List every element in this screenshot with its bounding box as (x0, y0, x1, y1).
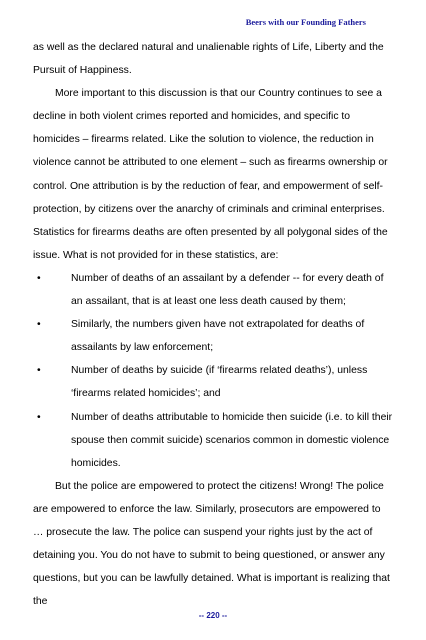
paragraph-continuation: as well as the declared natural and unalienable rights of Life, Liberty and the Pursuit of Happiness. (33, 42, 384, 77)
bullet-item (33, 267, 393, 313)
page-body (33, 36, 393, 613)
bullet-list (33, 267, 393, 475)
bullet-item (33, 406, 393, 475)
page-number: -- 220 -- (198, 611, 228, 620)
bullet-text: Number of deaths by suicide (if ‘firearms related deaths’), unless ‘firearms related homicides’; and (71, 365, 368, 400)
bullet-text: Number of deaths attributable to homicide then suicide (i.e. to kill their spouse then commit suicide) scenarios common in domestic violence homicides. (71, 411, 393, 469)
bullet-text: Similarly, the numbers given have not extrapolated for deaths of assailants by law enforcement; (71, 319, 365, 354)
bullet-text: Number of deaths of an assailant by a defender -- for every death of an assailant, that is at least one less death caused by them; (71, 272, 384, 308)
bullet-item (33, 313, 393, 359)
running-header: Beers with our Founding Fathers (245, 17, 366, 27)
bullet-item (33, 359, 393, 405)
bullet-icon: • (37, 411, 41, 423)
paragraph-police: But the police are empowered to protect the citizens! Wrong! The police are empowered to enforce the law. Similarly, prosecutors are empowered to … prosecute the law. The police can suspend your rights just by the act of detaining you. You do not have to submit to being questioned, or answer any questions, but you can be lawfully detained. What is important is realizing that the (33, 480, 390, 608)
bullet-icon: • (37, 272, 41, 284)
bullet-icon: • (37, 319, 41, 331)
paragraph-statistics: More important to this discussion is that our Country continues to see a decline in both violent crimes reported and homicides, and specific to homicides – firearms related. Like the solution to violence, the reduction in violence cannot be attributed to one element – such as firearms ownership or control. One attribution is by the reduction of fear, and empowerment of self-protection, by citizens over the anarchy of criminals and criminal enterprises. Statistics for firearms deaths are often presented by all polygonal sides of the issue. What is not provided for in these statistics, are: (33, 88, 388, 261)
bullet-icon: • (37, 365, 41, 377)
